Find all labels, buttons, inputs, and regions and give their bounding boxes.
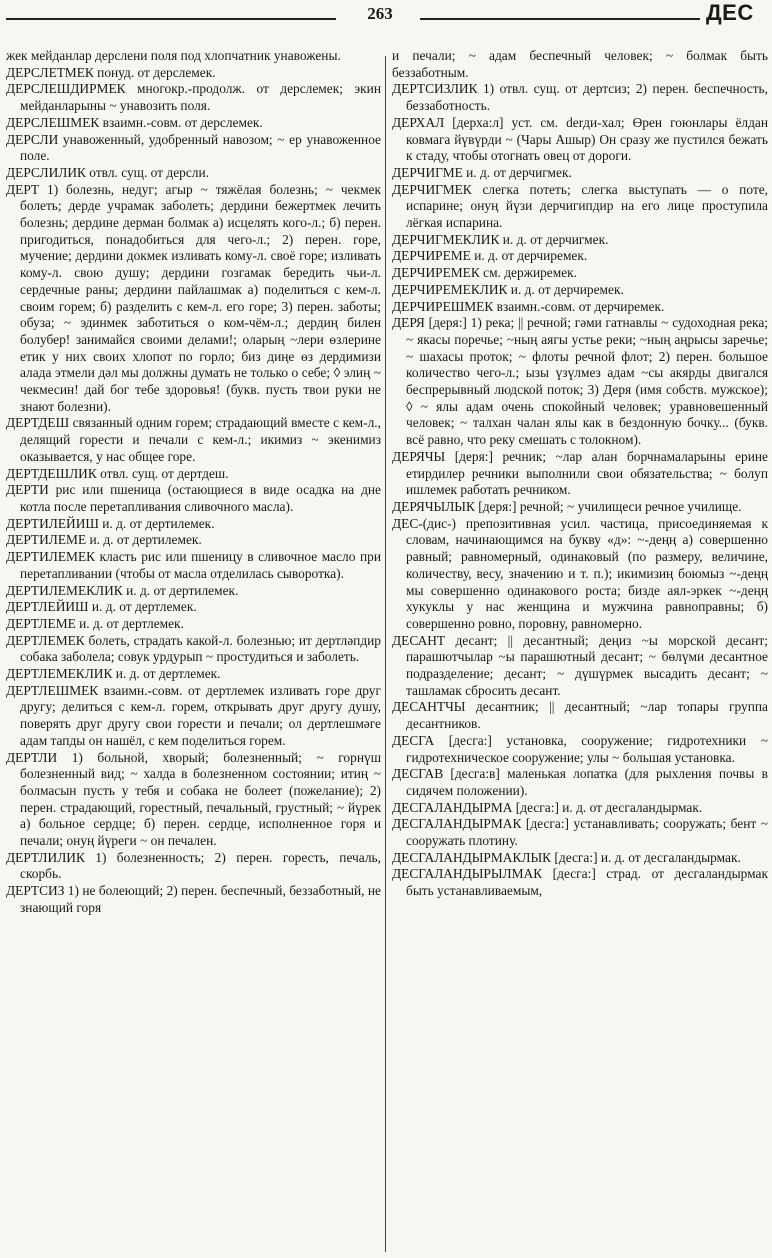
dictionary-entry: ДЕРЯЧЫ [деря:] речник; ~лар алан борчнамаларыны ерине етирдилер речники выполнили свои обязательства; ~ болуп ишлемек работать речником. — [392, 448, 768, 498]
running-head: ДЕС — [706, 0, 754, 25]
dictionary-entry: жек мейданлар дерслени поля под хлопчатник унавожены. — [6, 48, 341, 63]
dictionary-entry: ДЕРСЛИ унавоженный, удобренный навозом; ~ ер унавоженное поле. — [6, 131, 381, 164]
dictionary-entry: ДЕРТДЕШЛИК отвл. сущ. от дертдеш. — [6, 465, 229, 481]
dictionary-entry: ДЕРТЛЕМЕК болеть, страдать какой-л. болезнью; ит дертләпдир собака заболела; совук урдурып ~ простудиться и заболеть. — [6, 632, 381, 665]
dictionary-entry: ДЕСГАЛАНДЫРЫЛМАК [десга:] страд. от десгаландырмак быть устанавливаемым, — [392, 866, 768, 899]
dictionary-entry: ДЕС-(дис-) препозитивная усил. частица, присоединяемая к словам, начинающимся на букву «д»: ~-деңң а) совершенно равный; равномерный, одинаковый (по размеру, величине, количеству, весу, значению и т. п.); икимизиң боюмыз ~-деңң мы совершенно одинакового роста; бизде аял-эркек ~-деңң хукуклы у нас женщина и мужчина равноправны; б) совершенно ровно, поровну, равномерно. — [392, 515, 768, 631]
page-header — [0, 0, 772, 40]
dictionary-entry: ДЕРЯЧЫЛЫК [деря:] речной; ~ училищеси речное училище. — [392, 498, 742, 514]
dictionary-entry: ДЕСГАЛАНДЫРМАКЛЫК [десга:] и. д. от десгаландырмак. — [392, 849, 741, 865]
dictionary-entry: ДЕРТСИЗЛИК 1) отвл. сущ. от дертсиз; 2) перен. беспечность, беззаботность. — [392, 81, 768, 114]
dictionary-entry: ДЕРХАЛ [дерха:л] уст. см. derди-хал; Өрен гоюнлары ёлдан ковмага йүвүрди ~ (Чары Ашыр) Он сразу же пустился бежать к стаду, чтобы отогнать овец от дороги. — [392, 114, 768, 164]
dictionary-entry: ДЕРЧИГМЕК слегка потеть; слегка выступать — о поте, испарине; онуң йүзи дерчигипдир на его лице проступила лёгкая испарина. — [392, 181, 768, 231]
dictionary-entry: ДЕРЧИРЕМЕКЛИК и. д. от дерчиремек. — [392, 281, 624, 297]
dictionary-entry: и печали; ~ адам беспечный человек; ~ болмак быть беззаботным. — [392, 48, 768, 80]
dictionary-entry: ДЕРТЛЕЙИШ и. д. от дертлемек. — [6, 599, 197, 615]
dictionary-entry: ДЕСГАЛАНДЫРМАК [десга:] устанавливать; сооружать; бент ~ сооружать плотину. — [392, 816, 768, 849]
dictionary-entry: ДЕРТДЕШ связанный одним горем; страдающий вместе с кем-л., делящий горести и печали с кем-л.; икимиз ~ экенимиз оказывается, у нас общее горе. — [6, 415, 381, 464]
page-number: 263 — [367, 4, 393, 23]
dictionary-entry: ДЕРТИЛЕМЕКЛИК и. д. от дертилемек. — [6, 582, 239, 598]
right-column — [392, 48, 768, 1254]
header-rule-left — [6, 18, 336, 20]
dictionary-entry: ДЕРТ 1) болезнь, недуг; агыр ~ тяжёлая болезнь; ~ чекмек болеть; дерде учрамак заболеть; дердини бежертмек лечить болезнь; дердине дерман болмак а) исцелять кого-л.; б) перен. пригодиться, понадобиться для чего-л.; 2) перен. горе, мучение; дердини докмек изливать кому-л. своё горе; изливать кому-л. свою душу; дердини гозгамак бередить чьи-л. сердечные раны; дердини пайлашмак а) поделиться с кем-л. своим горем; б) разделить с кем-л. его горе; 3) перен. заботы; обуза; ~ эдинмек заботиться о ком-чём-л.; дердиң билен болубер! занимайся своими делами!; оларың ~лери өзлерине етик у них своих хлопот по горло; биз диңе өз дердимизи алада этмели дәл мы должны думать не только о себе; ◊ элиң ~ чекмесин! дай бог тебе здоровья! (букв. пусть твои руки не знают болезни). — [6, 181, 381, 414]
left-column — [6, 48, 381, 1254]
dictionary-entry: ДЕРЧИГМЕ и. д. от дерчигмек. — [392, 164, 572, 180]
dictionary-entry: ДЕРТСИЗ 1) не болеющий; 2) перен. беспечный, беззаботный, не знающий горя — [6, 883, 381, 915]
dictionary-entry: ДЕРСЛИЛИК отвл. сущ. от дерсли. — [6, 164, 209, 180]
dictionary-entry: ДЕРЧИРЕШМЕК взаимн.-совм. от дерчиремек. — [392, 298, 665, 314]
dictionary-entry: ДЕРЧИГМЕКЛИК и. д. от дерчигмек. — [392, 231, 609, 247]
dictionary-entry: ДЕСГАВ [десга:в] маленькая лопатка (для рыхления почвы в сидячем положении). — [392, 766, 768, 798]
column-divider — [385, 56, 386, 1252]
dictionary-entry: ДЕСАНТЧЫ десантник; || десантный; ~лар топары группа десантников. — [392, 699, 768, 732]
header-rule-right — [420, 18, 700, 20]
dictionary-entry: ДЕРТЛЕШМЕК взаимн.-совм. от дертлемек изливать горе друг другу; делиться с кем-л. горем, открывать друг другу душу, поверять друг другу свои горести и печали; ол дертлешмәге адам тапды он нашёл, с кем поделиться горем. — [6, 682, 381, 748]
dictionary-entry: ДЕРТИЛЕМЕК класть рис или пшеницу в сливочное масло при перетапливании (чтобы от масла отделилась сыворотка). — [6, 549, 381, 581]
dictionary-entry: ДЕРТЛИ 1) больной, хворый; болезненный; ~ горнүш болезненный вид; ~ халда в болезненном состоянии; итиң ~ болмасын пусть у тебя и собака не болеет (пожелание); 2) перен. страдающий, горестный, печальный, грустный; ~ йүрек а) больное сердце; б) перен. сердце, исполненное горя и печали; онуң йүреги ~ он печален. — [6, 749, 381, 849]
dictionary-entry: ДЕРЧИРЕМЕ и. д. от дерчиремек. — [392, 248, 588, 264]
dictionary-entry: ДЕРТИЛЕЙИШ и. д. от дертилемек. — [6, 515, 215, 531]
dictionary-entry: ДЕСГА [десга:] установка, сооружение; гидротехники ~ гидротехническое сооружение; улы ~ большая установка. — [392, 732, 768, 765]
dictionary-entry: ДЕСГАЛАНДЫРМА [десга:] и. д. от десгаландырмак. — [392, 799, 703, 815]
dictionary-entry: ДЕРСЛЕТМЕК понуд. от дерслемек. — [6, 64, 216, 80]
dictionary-entry: ДЕРЧИРЕМЕК см. держиремек. — [392, 265, 578, 281]
dictionary-entry: ДЕРСЛЕШМЕК взаимн.-совм. от дерслемек. — [6, 114, 263, 130]
dictionary-entry: ДЕРТЛЕМЕКЛИК и. д. от дертлемек. — [6, 666, 221, 682]
dictionary-entry: ДЕРЯ [деря:] 1) река; || речной; гәми гатнавлы ~ судоходная река; ~ якасы поречье; ~ның аягы устье реки; ~ның аңрысы заречье; ~ шахасы проток; ~ флоты речной флот; 2) перен. большое количество чего-л.; ызы үзүлмез адам ~сы акярды двигался беспрерывный людской поток; 3) Деря (имя собств. мужское); ◊ ~ ялы адам очень спокойный человек; уравновешенный человек; ~ талхан чалан ялы как в бездонную бочку... (букв. всё равно, что реку смешать с толокном). — [392, 315, 768, 448]
dictionary-entry: ДЕСАНТ десант; || десантный; деңиз ~ы морской десант; парашютчылар ~ы парашютный десант; ~ бөлүми десантное подразделение; десант; ~ дүшүрмек высадить десант; ~ ташламак сбросить десант. — [392, 632, 768, 698]
dictionary-entry: ДЕРТЛЕМЕ и. д. от дертлемек. — [6, 615, 184, 631]
dictionary-entry: ДЕРТИЛЕМЕ и. д. от дертилемек. — [6, 532, 202, 548]
dictionary-entry: ДЕРТИ рис или пшеница (остающиеся в виде осадка на дне котла после перетапливания сливочного масла). — [6, 482, 381, 514]
dictionary-entry: ДЕРТЛИЛИК 1) болезненность; 2) перен. горесть, печаль, скорбь. — [6, 849, 381, 882]
dictionary-entry: ДЕРСЛЕШДИРМЕК многокр.-продолж. от дерслемек; экин мейданларыны ~ унавозить поля. — [6, 81, 381, 114]
